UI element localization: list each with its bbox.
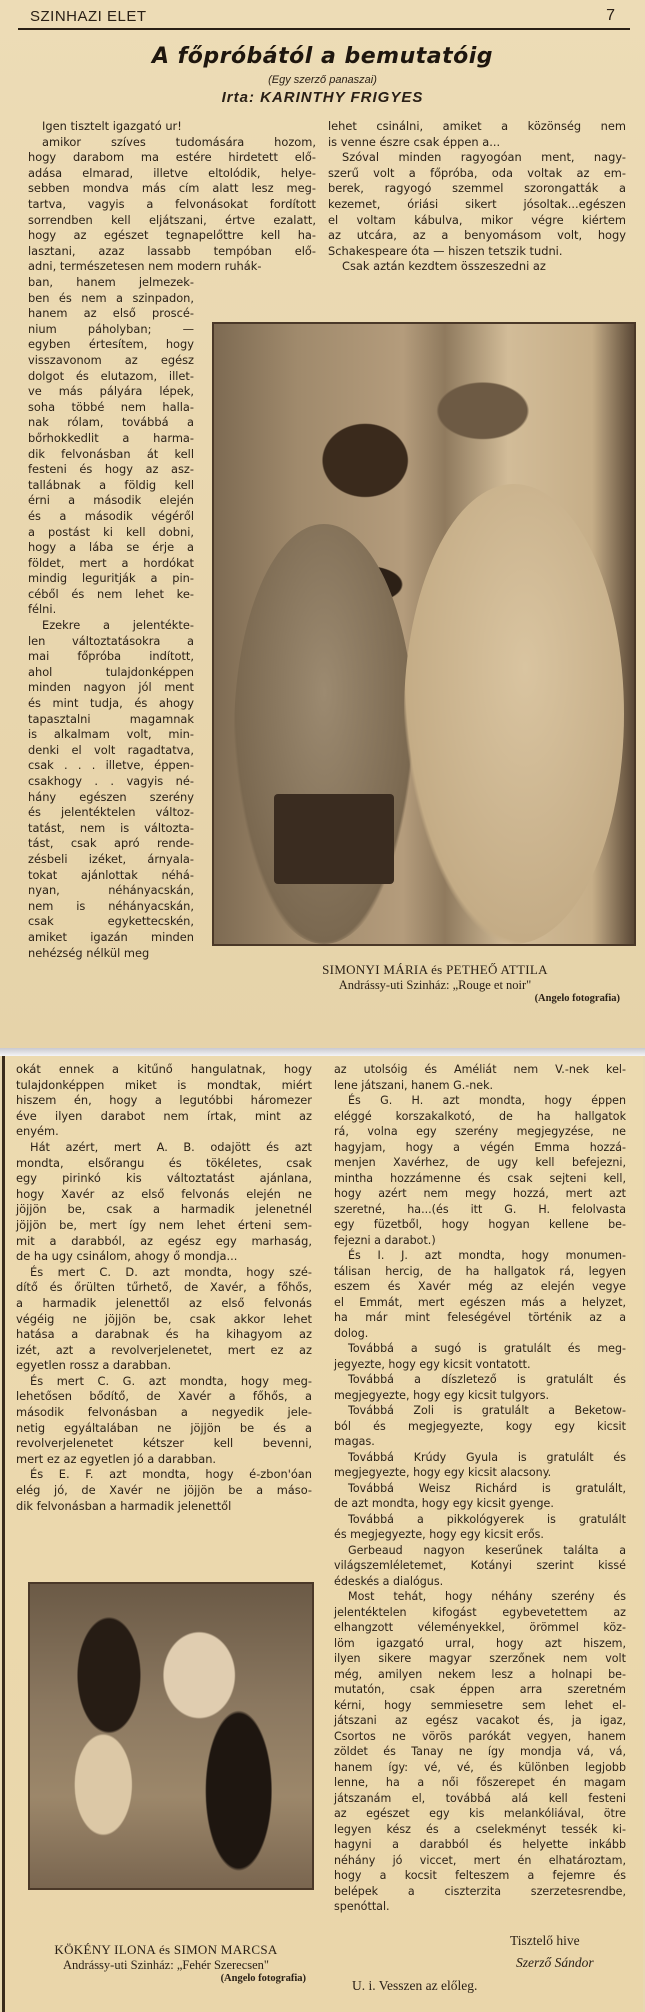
text-line: céből és nem lehet ke- <box>28 586 194 601</box>
text-line: mert ez az egyetlen jó a darabban. <box>16 1451 217 1466</box>
text-line: sebben mondva más cím alatt lesz meg- <box>28 181 316 196</box>
text-line: mit a darabból, az egész egy marhaság, <box>16 1233 312 1248</box>
text-line: csakhogy . . vagyis né- <box>28 774 194 788</box>
text-line: eszem és Xavér még az elején vegye <box>334 1280 626 1293</box>
article-subtitle: (Egy szerző panaszai) <box>268 74 377 86</box>
text-line: hogy az egészet tegnapelőttre kell ha- <box>28 228 316 243</box>
postscript: U. i. Vesszen az előleg. <box>352 1978 478 1993</box>
text-line: zésbeli izéket, árnyala- <box>28 851 194 866</box>
text-line: tallábnak a földig kell <box>28 477 194 492</box>
text-line: minden nagyon jól ment <box>28 680 194 695</box>
text-line: izét, azt a revolverjelenetet, mert ez az <box>16 1342 312 1357</box>
text-line: tást, csak apró rende- <box>28 836 194 851</box>
text-line: tálisan hercig, de ha hallgatok rá, legyen <box>334 1264 626 1278</box>
text-line: és megjegyezte, hogy egy kicsit erős. <box>334 1528 544 1541</box>
text-line: ban, hanem jelmezek- <box>28 275 194 289</box>
text-line: revolverjelenetet kétszer kell bevenni, <box>16 1436 312 1451</box>
text-line: végéig ne jöjjön be, csak akkor lehet <box>16 1311 312 1326</box>
text-line: mai főpróba indított, <box>28 649 194 664</box>
text-line: egy füzetből, hogy hogyan kellene be- <box>334 1218 626 1231</box>
text-line: játszanám el, továbbá alá kell festeni <box>334 1791 626 1805</box>
text-line: de azt mondta, hogy egy kicsit gyenge. <box>334 1497 554 1510</box>
text-line: tulajdonképpen miket is mondtak, miért <box>16 1077 312 1092</box>
photo-caption-top <box>250 962 620 1004</box>
text-line: rá, volna egy szerény megjegyzése, ne <box>334 1125 626 1138</box>
text-line: egyben értesítem, hogy <box>28 337 194 352</box>
text-line: adása elmarad, illetve eltolódik, helye- <box>28 165 316 180</box>
text-line: hanem így: vé, vé, és különben legjobb <box>334 1760 626 1774</box>
running-head: SZINHAZI ELET <box>30 8 147 25</box>
text-line: amikor szíves tudomására hozom, <box>42 134 316 149</box>
article-byline: Irta: KARINTHY FRIGYES <box>221 89 424 106</box>
text-line: nium páholyban; — <box>28 321 194 336</box>
text-line: az egészet egy kis melankóliával, ötre <box>334 1807 626 1820</box>
text-line: kezemet, óriási sikert jósoltak...egészen <box>328 196 626 211</box>
text-line: spenóttal. <box>334 1900 390 1913</box>
text-line: nak rólam, továbbá a <box>28 415 194 430</box>
caption-names: KÖKÉNY ILONA és SIMON MARCSA <box>54 1942 278 1957</box>
text-line: amiket igazán minden <box>28 929 194 944</box>
text-line: Továbbá a sugó is gratulált és meg- <box>348 1342 626 1355</box>
text-line: játszani az egész vacakot és, ja igaz, <box>334 1714 626 1727</box>
text-line: szeretné, ha...(és itt G. H. felolvasta <box>334 1202 626 1216</box>
text-line: csak egykettecskén, <box>28 914 194 929</box>
text-line: belépek a ciszterzita szerzetesrendbe, <box>334 1884 626 1898</box>
text-line: nehézség nélkül meg <box>28 945 150 960</box>
text-line: Hát azért, mert A. B. odajött és azt <box>30 1139 312 1154</box>
text-line: jöjjön be, csak a harmadik jelenetnél <box>16 1202 312 1217</box>
signature: Szerző Sándor <box>516 1955 594 1970</box>
page-number: 7 <box>606 7 615 24</box>
text-line: lehet csinálni, amiket a közönség nem <box>328 119 626 133</box>
signoff: Tisztelő hive <box>510 1933 580 1948</box>
text-line: el Emmát, mert egészen más a helyzet, <box>334 1295 626 1309</box>
text-line: és a második végéről <box>28 508 194 523</box>
text-line: hanem az első proscé- <box>28 306 194 321</box>
text-line: Csortos ne vörös parókát vegyen, hanem <box>334 1729 626 1743</box>
text-line: jöjjön be, mert így nem lehet érteni sem- <box>16 1217 312 1232</box>
text-line: tartva, vagyis a felvonásokat fordított <box>28 196 316 211</box>
text-line: ben és nem a szinpadon, <box>28 290 194 305</box>
caption-credit: (Angelo fotografia) <box>220 1973 306 1984</box>
text-line: dítő és őrülten tűrhető, de Xavér, a főhős, <box>16 1280 312 1295</box>
text-line: löm igazgató urral, hogy azt hiszem, <box>334 1636 626 1650</box>
text-line: És I. J. azt mondta, hogy monumen- <box>348 1249 626 1262</box>
text-line: második felvonásban a negyedik jele- <box>16 1405 312 1420</box>
photo-caption-bottom <box>26 1942 306 1984</box>
top-left-column-narrow <box>28 275 194 961</box>
article-title: A főpróbától a bemutatóig <box>151 44 494 69</box>
text-line: Továbbá Zoli is gratulált a Beketow- <box>348 1404 626 1417</box>
text-line: legyen kész és a cselekményt tessék ki- <box>334 1822 626 1836</box>
man-figure <box>404 484 624 944</box>
suitcase <box>274 794 394 884</box>
text-line: a harmadik jelenettől az első felvonás <box>16 1295 312 1310</box>
text-line: kérni, hogy semmiesetre sem lehet el- <box>334 1698 626 1712</box>
text-line: És E. F. azt mondta, hogy é-zbon'óan <box>30 1467 312 1482</box>
text-line: Továbbá Weisz Richárd is gratulált, <box>348 1481 626 1495</box>
text-line: is venne észre csak éppen a... <box>328 134 501 149</box>
text-line: világszemléletemet, Kotányi szerint kissé <box>334 1559 626 1572</box>
text-line: hagyjam, hogy a végén Emma hozzá- <box>334 1140 626 1154</box>
text-line: magas. <box>334 1435 375 1448</box>
text-line: és mint tudja, és ahogy <box>28 696 194 711</box>
text-line: dik felvonásban át kell <box>28 446 194 461</box>
text-line: elhangzott véleményekkel, örömmel köz- <box>334 1621 626 1634</box>
photo-kokeny-simon <box>28 1582 314 1890</box>
text-line: az utcára, az a benyomásom volt, hogy <box>328 228 626 243</box>
text-line: egy pirinkó kis változtatást ajánlana, <box>16 1171 312 1186</box>
text-line: egyetlen rossz a darabban. <box>16 1358 172 1373</box>
text-line: Szóval minden ragyogóan ment, nagy- <box>342 150 626 165</box>
text-line: édeskés a dialógus. <box>334 1574 444 1588</box>
text-line: hatása a darabnak és ha kihagyom az <box>16 1327 312 1342</box>
text-line: Továbbá a díszletező is gratulált és <box>348 1373 626 1386</box>
text-line: dolog. <box>334 1326 369 1340</box>
text-line: és jelentéktelen változ- <box>28 805 194 820</box>
caption-venue: Andrássy-uti Szinház: „Rouge et noir" <box>338 978 532 992</box>
top-right-column <box>328 119 626 275</box>
text-line: még, amilyen nekem lesz a holnapi be- <box>334 1667 626 1681</box>
text-line: csak . . . illetve, éppen- <box>28 758 194 773</box>
text-line: a postást ki kell dobni, <box>28 524 194 539</box>
text-line: berek, ragyogó szemmel szorongatták a <box>328 181 626 196</box>
text-line: visszavonom az egész <box>28 352 194 367</box>
text-line: lehetősen bődítő, de Xavér a főhős, a <box>16 1389 312 1404</box>
text-line: el voltam kábulva, mikor végre kiértem <box>328 212 626 227</box>
text-line: eléggé korszakalkotó, de ha hallgatok <box>334 1109 626 1123</box>
text-line: tapasztalni magamnak <box>28 711 194 726</box>
text-line: Továbbá Krúdy Gyula is gratulált és <box>348 1450 626 1464</box>
text-line: dolgot és elutazom, illet- <box>28 368 194 383</box>
text-line: lasztani, azaz lassabb tempóban elő- <box>28 243 316 258</box>
text-line: félni. <box>28 602 57 617</box>
text-line: fejezni a darabot.) <box>334 1233 436 1247</box>
text-line: megjegyezte, hogy egy kicsit alacsony. <box>334 1466 552 1479</box>
text-line: lenne, ha a női főszerepet én magam <box>334 1776 626 1789</box>
text-line: bőrhokkedlit a harma- <box>28 430 194 445</box>
text-line: ve más pályára lépek, <box>28 384 194 399</box>
text-line: netig egyáltalában ne jöjjön be és a <box>16 1420 312 1435</box>
text-line: mutatón, csak éppen arra szeretném <box>334 1683 626 1696</box>
text-line: hiszem én, hogy a legutóbbi háromezer <box>16 1093 312 1108</box>
text-line: okát ennek a kitűnő hangulatnak, hogy <box>16 1062 312 1076</box>
text-line: Továbbá a pikkológyerek is gratulált <box>348 1512 626 1526</box>
text-line: mintha hozzámenne és csak sejteni kell, <box>334 1171 626 1185</box>
text-line: is alkalmam volt, min- <box>28 727 194 742</box>
text-line: menjen Xavérhez, de ugy kell befejezni, <box>334 1156 626 1169</box>
text-line: nem is néhányacskán, <box>28 898 194 913</box>
text-line: zöldet és Tanay ne így mondja vá, vá, <box>334 1745 626 1758</box>
text-line: mondta, elsőrangu és tökéletes, csak <box>16 1155 312 1170</box>
text-line: jelentéktelen kifogást egybevetettem az <box>334 1605 626 1619</box>
text-line: Most tehát, hogy néhány szerény és <box>348 1590 626 1603</box>
text-line: ha már mint feleségével történik az a <box>334 1311 626 1324</box>
text-line: Igen tisztelt igazgató ur! <box>42 119 182 133</box>
text-line: nyan, néhányacskán, <box>28 883 194 898</box>
caption-names: SIMONYI MÁRIA és PETHEŐ ATTILA <box>322 962 548 977</box>
text-line: hogy azért nem megy hozzá, mert azt <box>334 1187 626 1200</box>
text-line: hogy a lába se érje a <box>28 540 194 555</box>
text-line: mindig leguritják a pin- <box>28 571 194 586</box>
text-line: soha többé nem halla- <box>28 399 194 414</box>
text-line: Csak aztán kezdtem összeszedni az <box>342 259 546 274</box>
text-line: enyém. <box>16 1124 59 1139</box>
text-line: hogy a kocsit felteszem a fejemre és <box>334 1869 626 1882</box>
text-line: denki el volt ragadtatva, <box>28 742 194 757</box>
text-line: hagyni a darabból és helyette inkább <box>334 1838 626 1851</box>
bottom-right-column <box>334 1062 626 1915</box>
text-line: hogy darabom ma estére hirdetett elő- <box>28 150 316 165</box>
text-line: Ezekre a jelentékte- <box>42 618 194 633</box>
text-line: És mert C. G. azt mondta, hogy meg- <box>30 1373 312 1388</box>
text-line: Gerbeaud nagyon keserűnek találta a <box>348 1543 626 1557</box>
photo-simonyi-petheo <box>212 322 636 946</box>
text-line: de ha ugy csinálom, ahogy ő mondja... <box>16 1249 238 1264</box>
text-line: festeni és hogy az asz- <box>28 462 194 477</box>
text-line: ból és megjegyezte, kogy egy kicsit <box>334 1419 626 1433</box>
text-line: És mert C. D. azt mondta, hogy szé- <box>30 1264 312 1279</box>
caption-venue: Andrássy-uti Szinház: „Fehér Szerecsen" <box>62 1958 270 1972</box>
text-line: És G. H. azt mondta, hogy éppen <box>348 1094 626 1107</box>
text-line: len változtatásokra a <box>28 633 194 648</box>
text-line: hogy Xavér az első felvonás elején ne <box>16 1186 312 1201</box>
text-line: érni a második elején <box>28 493 194 508</box>
bottom-left-column <box>16 1062 312 1514</box>
text-line: megjegyezte, hogy egy kicsit tulgyors. <box>334 1388 550 1402</box>
text-line: tokat ajánlottak néhá- <box>28 867 194 882</box>
text-line: adni, természetesen nem modern ruhák- <box>28 259 262 274</box>
text-line: hány egészen szerény <box>28 789 194 804</box>
text-line: lene játszani, hanem G.-nek. <box>334 1078 494 1092</box>
text-line: az utolsóig és Améliát nem V.-nek kel- <box>334 1063 626 1076</box>
text-line: dik felvonásban a harmadik jelenettől <box>16 1498 232 1513</box>
text-line: jegyezte, hogy egy kicsit vontatott. <box>334 1357 531 1371</box>
text-line: Schakespeare óta — hiszen tetszik tudni. <box>328 243 563 258</box>
text-line: ilyen sikere magyar szerzőnek nem volt <box>334 1652 626 1665</box>
text-line: tatást, nem is változta- <box>28 820 194 835</box>
caption-credit: (Angelo fotografia) <box>534 993 620 1004</box>
text-line: sorrendben kell eljátszani, értve ezalatt, <box>28 212 316 227</box>
header-rule <box>18 28 630 30</box>
top-left-column-wide <box>28 119 316 275</box>
text-line: néhány jó viccet, mert én elhatároztam, <box>334 1853 626 1867</box>
text-line: éve ilyen darabot nem írtak, mint az <box>16 1108 312 1123</box>
text-line: szerű volt a főpróba, oda voltak az em- <box>328 165 626 180</box>
text-line: elég jó, de Xavér ne jöjjön be a máso- <box>16 1483 312 1498</box>
text-line: ahol tulajdonképpen <box>28 664 194 679</box>
text-line: földet, mert a hordókat <box>28 555 194 570</box>
section-divider <box>0 1048 645 1056</box>
